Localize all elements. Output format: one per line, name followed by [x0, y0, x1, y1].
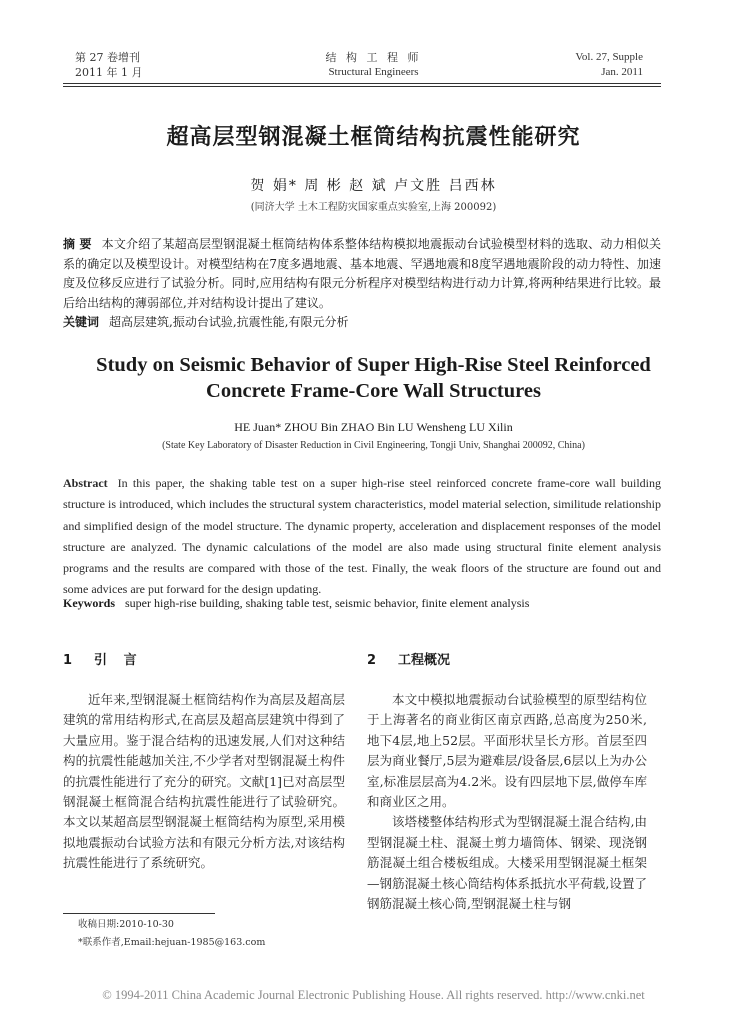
paper-title-en-line1: Study on Seismic Behavior of Super High-Rise Steel Reinforced — [96, 354, 651, 376]
authors-en: HE Juan* ZHOU Bin ZHAO Bin LU Wensheng LU Xilin — [234, 420, 513, 434]
header-journal-name-cn: 结 构 工 程 师 — [325, 51, 422, 64]
section-2-paragraph-1: 本文中模拟地震振动台试验模型的原型结构位于上海著名的商业街区南京西路,总高度为250米,地下4层,地上52层。平面形状呈长方形。首层至四层为商业餐厅,5层为避难层/设备层,6层以上为办公室,标准层层高为4.2米。设有四层地下层,做停车库和商业区之用。 — [367, 692, 647, 810]
section-1-paragraph: 近年来,型钢混凝土框筒结构作为高层及超高层建筑的常用结构形式,在高层及超高层建筑中得到了大量应用。鉴于混合结构的迅速发展,人们对这种结构的抗震性能越加关注,不少学者对型钢混凝土构件的抗震性能进行了充分的研究。文献[1]已对高层型钢混凝土框筒混合结构抗震性能进行了试验研究。本文以某超高层型钢混凝土框筒结构为原型,采用模拟地震振动台试验方法和有限元分析方法,对该结构抗震性能进行了系统研究。 — [63, 692, 345, 871]
header-journal-name-en: Structural Engineers — [328, 66, 419, 78]
footnote-received-date: 收稿日期:2010-10-30 — [78, 919, 174, 930]
affiliation-en: (State Key Laboratory of Disaster Reduction in Civil Engineering, Tongji Univ, Shanghai 200092, China) — [162, 440, 585, 451]
keywords-en-text: super high-rise building, shaking table test, seismic behavior, finite element analysis — [125, 596, 530, 610]
footnote-contact: *联系作者,Email:hejuan-1985@163.com — [78, 937, 266, 948]
section-2-title: 工程概况 — [398, 653, 451, 668]
abstract-cn-text: 本文介绍了某超高层型钢混凝土框筒结构体系整体结构模拟地震振动台试验模型材料的选取、动力相似关系的确定以及模型设计。对模型结构在7度多遇地震、基本地震、罕遇地震和8度罕遇地震阶段的动力特性、加速度及位移反应进行了试验分析。同时,应用结构有限元分析程序对模型结构进行动力计算,将两种结果进行比较。最后给出结构的薄弱部位,并对结构设计提出了建议。 — [63, 237, 661, 310]
keywords-cn-label: 关键词 — [63, 315, 100, 329]
affiliation-cn: (同济大学 土木工程防灾国家重点实验室,上海 200092) — [250, 202, 497, 213]
keywords-cn — [63, 313, 661, 332]
section-1-number: 1 — [63, 653, 73, 668]
keywords-en-label: Keywords — [63, 596, 115, 610]
authors-cn: 贺 娟* 周 彬 赵 斌 卢文胜 吕西林 — [250, 178, 497, 194]
header-volume: 第 27 卷增刊 — [75, 51, 140, 64]
section-2-paragraph-2: 该塔楼整体结构形式为型钢混凝土混合结构,由型钢混凝土柱、混凝土剪力墙筒体、钢梁、现浇钢筋混凝土组合楼板组成。大楼采用型钢混凝土框架—钢筋混凝土核心筒结构体系抵抗水平荷载,设置了钢筋混凝土核心筒,型钢混凝土柱与钢 — [367, 814, 647, 912]
abstract-en — [63, 473, 661, 601]
header-rule-top — [63, 83, 661, 84]
abstract-en-label: Abstract — [63, 476, 108, 490]
header-date: 2011 年 1 月 — [75, 66, 143, 79]
copyright-notice: © 1994-2011 China Academic Journal Electronic Publishing House. All rights reserved. http://www.cnki.net — [102, 988, 645, 1002]
header-volume-en: Vol. 27, Supple — [575, 51, 643, 63]
paper-title-en-line2: Concrete Frame-Core Wall Structures — [206, 380, 541, 402]
abstract-cn-label: 摘 要 — [63, 237, 92, 251]
footnote-rule — [63, 913, 215, 914]
column-right — [367, 651, 647, 914]
abstract-en-text: In this paper, the shaking table test on a super high-rise steel reinforced concrete frame-core wall building structure is introduced, which includes the structural system characteristics, model material selection, similitude relationship and simplified design of the model structure. The dynamic property, acceleration and displacement responses of the model structure are analyzed. The dynamic calculations of the model are also made using structural finite element analysis programs and the results are compared with those of the test. Finally, the weak floors of the structure are found out and some advices are put forward for the design updating. — [63, 476, 661, 597]
paper-title-cn: 超高层型钢混凝土框筒结构抗震性能研究 — [166, 125, 581, 150]
section-2-heading — [367, 651, 647, 671]
keywords-en — [63, 593, 661, 613]
section-2-number: 2 — [367, 653, 377, 668]
abstract-cn — [63, 235, 661, 313]
header-rule-bottom — [63, 86, 661, 87]
header-date-en: Jan. 2011 — [601, 66, 643, 78]
column-left — [63, 651, 345, 874]
header-journal-issue-en — [575, 50, 643, 80]
section-1-title: 引 言 — [94, 653, 143, 668]
paper-title-en — [0, 352, 747, 404]
section-1-heading — [63, 651, 345, 671]
keywords-cn-text: 超高层建筑,振动台试验,抗震性能,有限元分析 — [109, 315, 349, 329]
